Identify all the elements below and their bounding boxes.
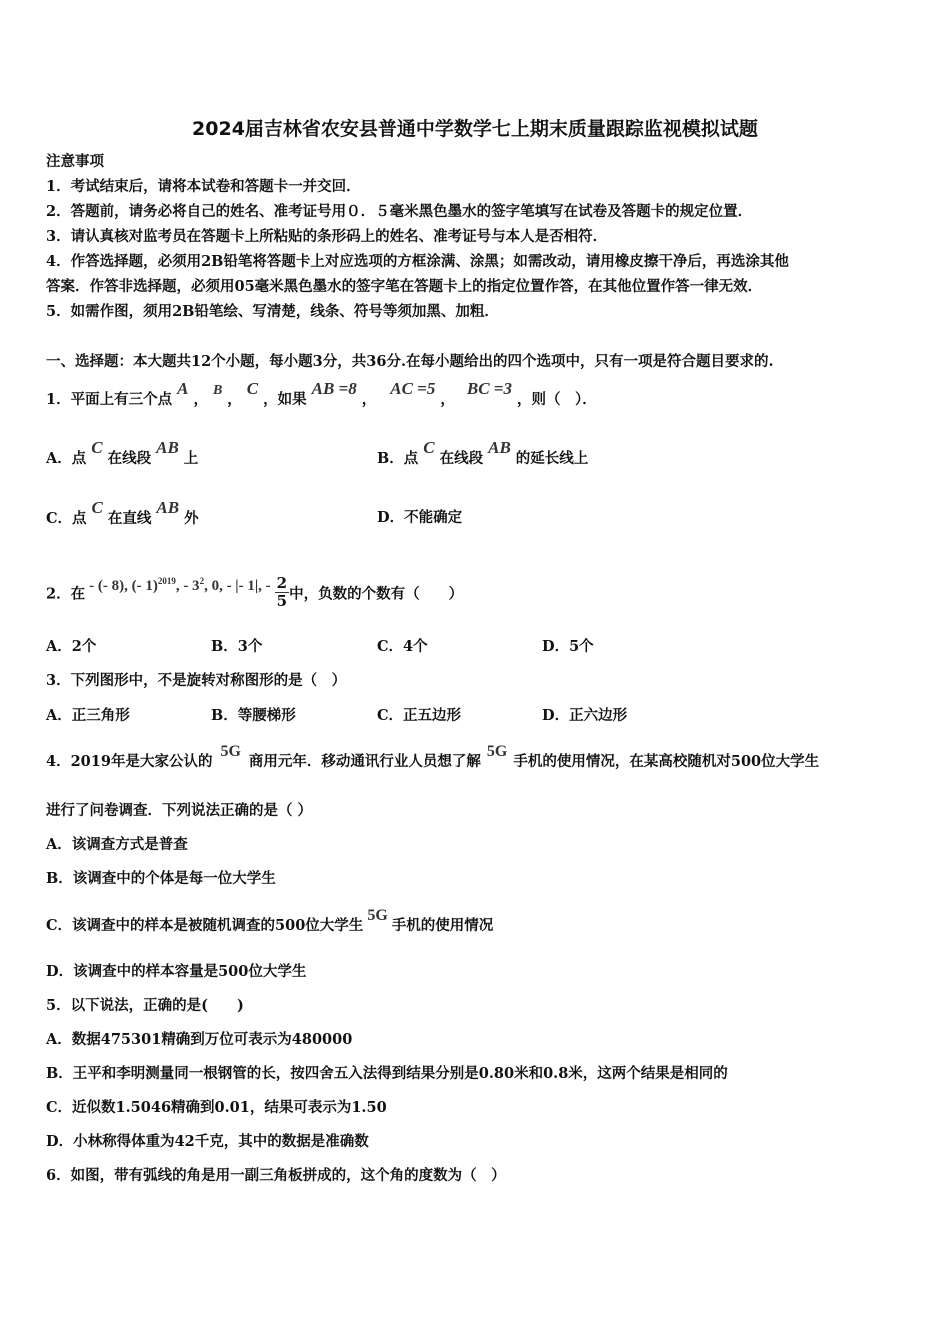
q1-prefix: 1．平面上有三个点 [46, 391, 173, 408]
q2-fraction [275, 575, 289, 610]
q4-opt-c-post: 手机的使用情况 [391, 917, 494, 934]
notice-item-4-cont: 答案．作答非选择题，必须用05毫米黑色墨水的签字笔在答题卡上的指定位置作答，在其他位置作答一律无效． [46, 278, 763, 295]
q1-opt-c-ab: AB [156, 498, 180, 517]
q1-opt-b-mid: 在线段 [439, 450, 484, 467]
q2-option-c: C．4个 [377, 638, 428, 655]
q3-option-d: D．正六边形 [542, 707, 628, 724]
question-4 [46, 743, 820, 772]
notice-item-2: 2．答题前，请务必将自己的姓名、准考证号用０．５毫米黑色墨水的签字笔填写在试卷及答题卡的规定位置． [46, 203, 753, 220]
q1-opt-b-pre: B．点 [377, 450, 419, 467]
q3-option-a: A．正三角形 [46, 707, 130, 724]
q2-expression [85, 575, 275, 594]
q1-opt-c-c: C [91, 498, 103, 517]
q5-option-d: D．小林称得体重为42千克，其中的数据是准确数 [46, 1133, 369, 1150]
q2-exponent-2: 2 [199, 575, 205, 586]
q1-opt-a-post: 上 [183, 450, 199, 467]
q1-ac-eq: AC =5 [390, 379, 436, 398]
q1-point-b: B [212, 383, 223, 398]
q1-sep: ， [193, 391, 208, 408]
q1-opt-a-pre: A．点 [46, 450, 87, 467]
q2-expr-part-1: - (- 8), (- 1) [89, 577, 158, 594]
q1-opt-c-post: 外 [184, 510, 199, 527]
q4-option-a: A．该调查方式是普查 [46, 836, 188, 853]
q2-option-b: B．3个 [211, 638, 263, 655]
q4-option-b: B．该调查中的个体是每一位大学生 [46, 870, 276, 887]
q4-option-c [46, 907, 494, 936]
q2-suffix: 中，负数的个数有（ ） [289, 585, 464, 603]
notice-item-3: 3．请认真核对监考员在答题卡上所粘贴的条形码上的姓名、准考证号与本人是否相符． [46, 228, 608, 245]
question-4-cont: 进行了问卷调查．下列说法正确的是（ ） [46, 802, 313, 819]
q1-options-row-1 [46, 438, 906, 469]
q4-option-d: D．该调查中的样本容量是500位大学生 [46, 963, 307, 980]
q4-5g-2: 5G [486, 743, 508, 760]
q1-if: ，如果 [263, 391, 307, 408]
q1-opt-a-ab: AB [156, 438, 179, 457]
notice-item-5: 5．如需作图，须用2B铅笔绘、写清楚，线条、符号等须加黑、加粗． [46, 303, 499, 320]
page-title: 2024届吉林省农安县普通中学数学七上期末质量跟踪监视模拟试题 [192, 118, 758, 140]
q4-opt-c-5g: 5G [367, 907, 388, 924]
q1-option-d: D．不能确定 [377, 509, 463, 526]
question-1 [46, 379, 597, 411]
q3-option-c: C．正五边形 [377, 707, 462, 724]
q1-opt-a-mid: 在线段 [107, 450, 152, 467]
q1-point-c: C [246, 379, 259, 398]
q2-fraction-denominator: 5 [276, 592, 288, 610]
q1-ab-eq: AB =8 [311, 379, 357, 398]
q1-opt-b-post: 的延长线上 [515, 450, 589, 467]
q2-option-a: A．2个 [46, 638, 97, 655]
q4-pre: 4．2019年是大家公认的 [46, 753, 213, 770]
q1-opt-c-mid: 在直线 [107, 510, 152, 527]
q1-opt-b-c: C [423, 438, 435, 457]
q2-expr-part-3: , 0, - |- 1|, - [204, 577, 271, 594]
q2-fraction-numerator: 2 [276, 574, 288, 592]
q2-expr-part-2: , - 3 [175, 577, 200, 594]
q2-option-d: D．5个 [542, 638, 594, 655]
q3-option-b: B．等腰梯形 [211, 707, 296, 724]
q1-options-row-2 [46, 498, 906, 529]
q1-bc-eq: BC =3 [466, 379, 512, 398]
q5-option-b: B．王平和李明测量同一根钢管的长，按四舍五入法得到结果分别是0.80米和0.8米，这两个结果是相同的 [46, 1065, 728, 1082]
q5-option-a: A．数据475301精确到万位可表示为480000 [46, 1031, 353, 1048]
notice-item-1: 1．考试结束后，请将本试卷和答题卡一并交回． [46, 178, 361, 195]
q1-opt-b-ab: AB [488, 438, 511, 457]
section-heading: 一、选择题：本大题共12个小题，每小题3分，共36分.在每小题给出的四个选项中，只有一项是符合题目要求的. [46, 353, 774, 370]
q1-sep-2: ， [227, 391, 242, 408]
q1-option-c [46, 498, 199, 527]
q4-post: 手机的使用情况，在某高校随机对500位大学生 [513, 753, 820, 770]
q1-option-b [377, 438, 589, 469]
q1-opt-c-pre: C．点 [46, 510, 87, 527]
q1-opt-a-c: C [91, 438, 103, 457]
q4-5g-1: 5G [220, 743, 241, 760]
q2-exponent-1: 2019 [157, 575, 176, 586]
q1-sep-4: ， [440, 391, 455, 408]
q1-point-a: A [177, 379, 189, 398]
q4-mid: 商用元年．移动通讯行业人员想了解 [248, 753, 481, 770]
question-2 [46, 574, 464, 612]
q4-opt-c-pre: C．该调查中的样本是被随机调查的500位大学生 [46, 917, 364, 934]
question-6: 6．如图，带有弧线的角是用一副三角板拼成的，这个角的度数为（ ） [46, 1167, 506, 1184]
question-5: 5．以下说法，正确的是( ) [46, 997, 244, 1014]
q5-option-c: C．近似数1.5046精确到0.01，结果可表示为1.50 [46, 1099, 387, 1116]
notice-item-4: 4．作答选择题，必须用2B铅笔将答题卡上对应选项的方框涂满、涂黑；如需改动，请用橡皮擦干净后，再选涂其他 [46, 253, 789, 270]
q1-option-a [46, 438, 199, 467]
q1-sep-3: ， [361, 391, 377, 408]
notice-heading: 注意事项 [46, 153, 104, 170]
question-3: 3．下列图形中，不是旋转对称图形的是（ ） [46, 672, 347, 689]
q2-prefix: 2．在 [46, 585, 86, 603]
q1-suffix: ，则（ ）． [517, 391, 597, 408]
